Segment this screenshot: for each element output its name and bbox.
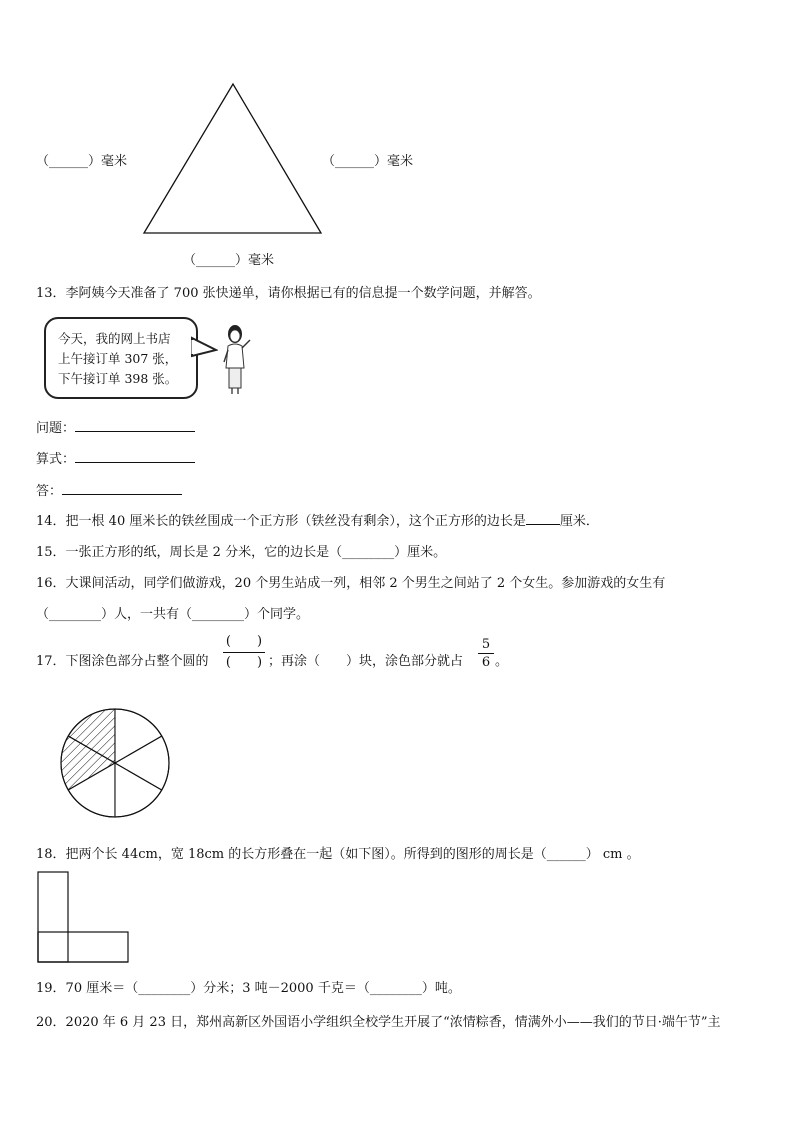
question-17-text-c: 。: [495, 654, 509, 669]
fraction-five-sixths: [478, 637, 494, 670]
question-17-text-b: ；再涂（ ）块，涂色部分就占: [268, 654, 464, 669]
fraction-denominator: 6: [481, 655, 491, 670]
speech-bubble: [44, 317, 198, 399]
triangle-bottom-label: （______）毫米: [183, 253, 275, 268]
question-19: 19．70 厘米＝（________）分米；3 吨－2000 千克＝（________）吨。: [36, 981, 461, 996]
answer-label: 答：: [36, 480, 182, 499]
question-16-line1: 16．大课间活动，同学们做游戏，20 个男生站成一列，相邻 2 个男生之间站了 2 个女生。参加游戏的女生有: [36, 576, 666, 591]
answer-line[interactable]: [62, 481, 182, 495]
question-13: 13．李阿姨今天准备了 700 张快递单，请你根据已有的信息提一个数学问题，并解答。: [36, 286, 541, 301]
question-label: 问题：: [36, 417, 195, 436]
answer-blank[interactable]: ______: [49, 154, 89, 169]
fraction-blank[interactable]: [223, 634, 265, 671]
triangle-figure: [140, 82, 326, 238]
triangle-right-label: （______）毫米: [322, 154, 414, 169]
answer-blank[interactable]: [526, 511, 560, 525]
fraction-numerator: ( ): [225, 634, 263, 649]
triangle-left-label: （______）毫米: [36, 154, 128, 169]
question-17-text-a: 17．下图涂色部分占整个圆的: [36, 654, 209, 669]
bubble-line: 下午接订单 398 张。: [58, 371, 178, 386]
woman-figure-icon: [218, 322, 254, 396]
bubble-tail: [190, 336, 218, 360]
bubble-line: 上午接订单 307 张，: [58, 351, 178, 366]
answer-blank[interactable]: ______: [335, 154, 375, 169]
bubble-line: 今天，我的网上书店: [58, 331, 171, 346]
formula-label: 算式：: [36, 448, 195, 467]
question-20: 20．2020 年 6 月 23 日，郑州高新区外国语小学组织全校学生开展了“浓情粽香，情满外小——我们的节日·端午节”主: [36, 1015, 721, 1030]
answer-line[interactable]: [75, 449, 195, 463]
circle-figure: [58, 706, 172, 820]
fraction-denominator: ( ): [225, 655, 263, 670]
question-15: 15．一张正方形的纸，周长是 2 分米，它的边长是（________）厘米。: [36, 545, 447, 560]
question-16-line2: （________）人，一共有（________）个同学。: [36, 607, 310, 622]
answer-blank[interactable]: ______: [196, 253, 236, 268]
fraction-numerator: 5: [481, 637, 491, 652]
question-18: 18．把两个长 44cm，宽 18cm 的长方形叠在一起（如下图）。所得到的图形的周长是（______） cm 。: [36, 847, 640, 862]
question-14: 14．把一根 40 厘米长的铁丝围成一个正方形（铁丝没有剩余），这个正方形的边长是 厘米．: [36, 510, 599, 529]
l-shape-figure: [36, 870, 132, 964]
answer-line[interactable]: [75, 418, 195, 432]
